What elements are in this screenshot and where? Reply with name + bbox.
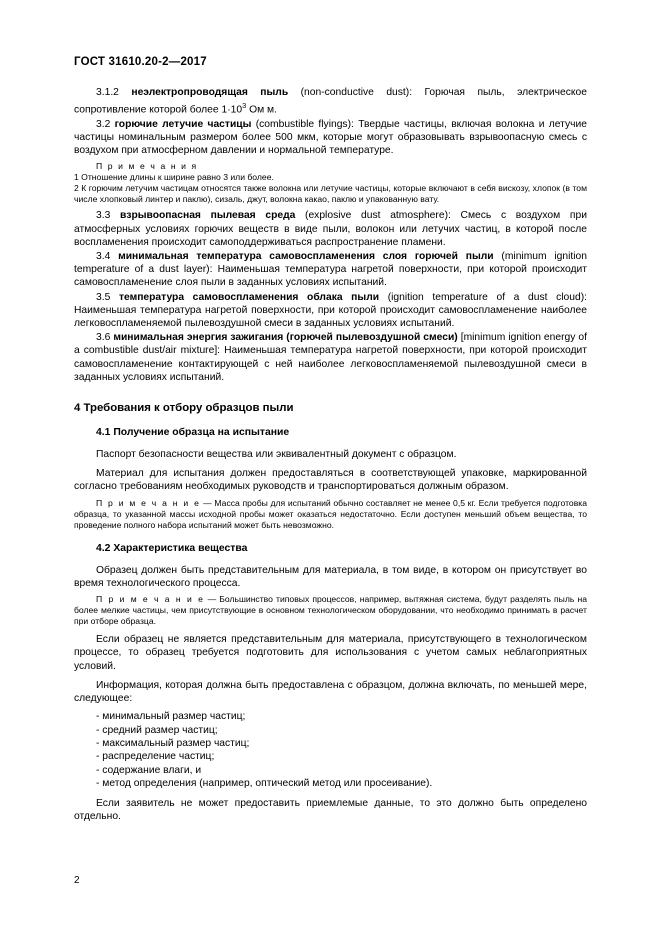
paragraph-4-2-1: Образец должен быть представительным для материала, в том виде, в котором он присутствует во время технологического процесса.: [74, 564, 587, 589]
term-number: 3.1.2: [96, 87, 119, 98]
note-lead: П р и м е ч а н и е: [96, 497, 201, 508]
list-item: - метод определения (например, оптический метод или просеивание).: [96, 778, 433, 790]
term-definition: Наименьшая температура нагретой поверхности, при которой происходит самовоспламенение наиболее легковоспламеняемой пылевоздушной смеси в заданных условиях испытаний.: [74, 304, 587, 330]
note-text: — Большинство типовых процессов, например, вытяжная система, будут разделять пыль на более мелкие частицы, чем присутствующие в основном технологическом оборудовании, что необходимо принимать в расчет при отборе образца.: [74, 594, 587, 627]
subsection-heading-4-2: 4.2 Характеристика вещества: [96, 542, 248, 554]
term-number: 3.2: [96, 118, 111, 130]
paragraph-4-1-2: Материал для испытания должен предоставляться в соответствующей упаковке, маркированной согласно требованиям необходимых руководств и транспортироваться должным образом.: [74, 468, 587, 493]
term-name: минимальная температура самовоспламенения слоя горючей пыли: [118, 251, 494, 263]
term-3-4: [74, 250, 587, 290]
list-item: - минимальный размер частиц;: [96, 711, 246, 723]
list-item: - максимальный размер частиц;: [96, 737, 250, 749]
term-english: [minimum ignition energy of a combustible dust/air mixture]:: [74, 332, 587, 357]
term-english: (minimum ignition temperature of a dust layer):: [74, 251, 587, 276]
term-name: минимальная энергия зажигания (горючей пылевоздушной смеси): [113, 332, 458, 344]
page-content: [74, 86, 587, 824]
term-english: (non-conductive dust):: [300, 87, 413, 98]
term-name: взрывоопасная пылевая среда: [120, 210, 296, 222]
term-3-6: [74, 331, 587, 384]
paragraph-4-2-4: Если заявитель не может предоставить приемлемые данные, то это должно быть определено отдельно.: [74, 797, 587, 822]
requirements-list: [74, 710, 587, 790]
term-name: горючие летучие частицы: [114, 118, 252, 130]
term-3-2: [74, 118, 587, 158]
term-number: 3.4: [96, 251, 111, 263]
term-definition: Наименьшая температура нагретой поверхности, при которой происходит самовоспламенение слоя пыли в заданных условиях испытаний.: [74, 264, 587, 289]
term-3-3: [74, 209, 587, 249]
term-english: (ignition temperature of a dust cloud):: [387, 291, 587, 303]
paragraph-4-1-1: Паспорт безопасности вещества или эквивалентный документ с образцом.: [96, 449, 457, 461]
note-4-2: [74, 594, 587, 627]
note-line: 1 Отношение длины к ширине равно 3 или более.: [74, 172, 274, 183]
term-3-1-2: 3.1.2 неэлектропроводящая пыль (non-conductive dust): Горючая пыль, электрическое сопротивление которой более $1\cdot 10^3$ Ом м.: [74, 87, 587, 116]
term-definition: Наименьшая температура нагретой поверхности, при которой происходит самовоспламенение контактирующей с ней наиболее легковоспламеняемой пылевоздушной смеси в заданных условиях испытаний.: [74, 345, 587, 383]
term-name: температура самовоспламенения облака пыли: [118, 291, 380, 303]
page-header: ГОСТ 31610.20-2—2017: [74, 56, 207, 68]
note-line: 2 К горючим летучим частицам относятся также волокна или летучие частицы, которые включают в себя вискозу, хлопок (в том числе хлопковый линтер и паклю), сизаль, джут, волокна какао, паклю и упакованную вату.: [74, 183, 587, 205]
note-4-1: [74, 498, 587, 531]
term-number: 3.5: [96, 291, 111, 303]
term-number: 3.6: [96, 332, 111, 344]
note-lead: П р и м е ч а н и е: [96, 594, 205, 605]
term-number: 3.3: [96, 210, 111, 222]
list-item: - содержание влаги, и: [96, 764, 202, 776]
list-item: - распределение частиц;: [96, 751, 215, 763]
page-number: 2: [74, 875, 80, 886]
note-text: — Масса пробы для испытаний обычно составляет не менее 0,5 кг. Если требуется подготовка образца, то указанной массы исходной пробы может оказаться недостаточно. Если доступен меньший объем вещества, то проведение полного набора испытаний может быть невозможно.: [74, 497, 587, 530]
term-3-5: [74, 291, 587, 331]
notes-block: [74, 161, 587, 205]
term-definition: Твердые частицы, включая волокна и летучие частицы номинальным размером более 500 мкм, которые могут образовывать взрывоопасную смесь с воздухом при атмосферном давлении и нормальной температуре.: [74, 118, 587, 157]
subsection-heading-4-1: 4.1 Получение образца на испытание: [96, 427, 290, 439]
term-english: (combustible flyings):: [255, 118, 354, 130]
term-english: (explosive dust atmosphere):: [305, 210, 451, 222]
paragraph-4-2-3: Информация, которая должна быть предоставлена с образцом, должна включать, по меньшей мере, следующее:: [74, 679, 587, 704]
term-definition: Смесь с воздухом при атмосферных условиях горючих веществ в виде пыли, волокон или летучих частиц, в которой после воспламенения происходит самоподдерживаться распространение пламени.: [74, 210, 587, 248]
notes-title: П р и м е ч а н и я: [96, 161, 198, 172]
list-item: - средний размер частиц;: [96, 724, 218, 736]
paragraph-4-2-2: Если образец не является представительным для материала, присутствующего в технологическом процессе, то образец требуется подготовить для использования с учетом самых неблагоприятных условий.: [74, 634, 587, 672]
section-heading-4: 4 Требования к отбору образцов пыли: [74, 402, 294, 415]
term-name: неэлектропроводящая пыль: [131, 87, 289, 98]
